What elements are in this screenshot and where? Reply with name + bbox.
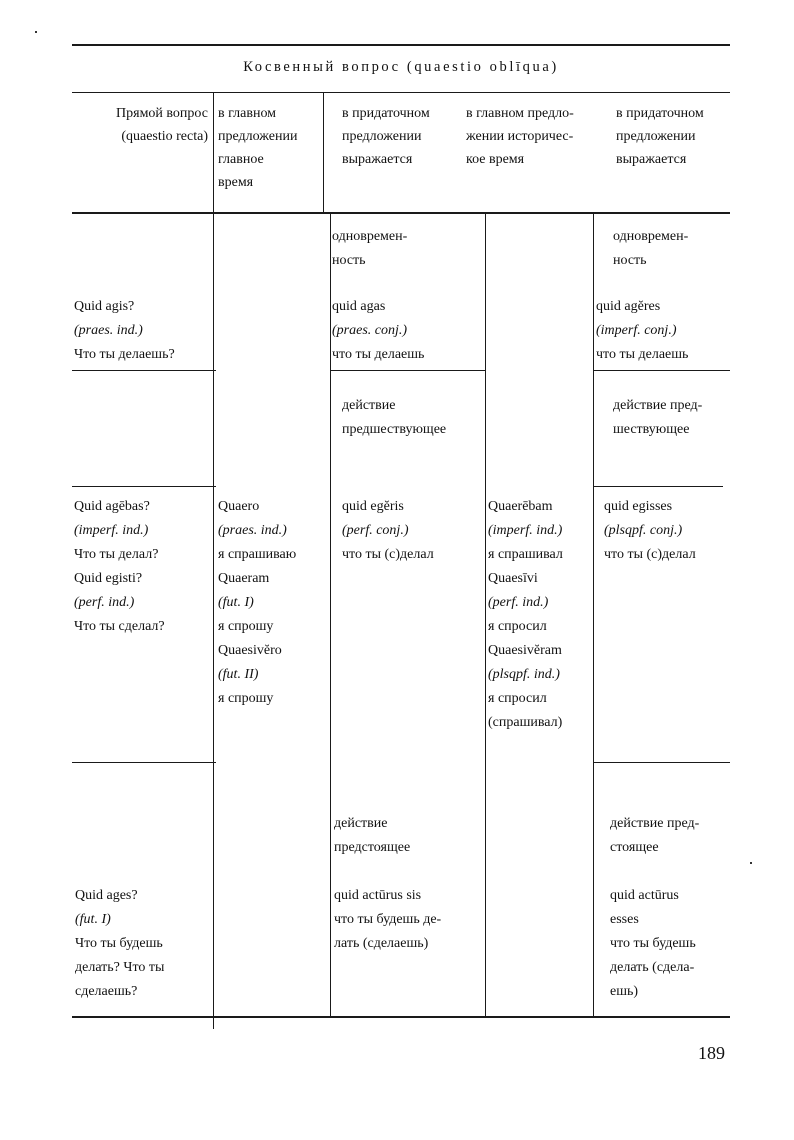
scan-speck [35,31,37,33]
row3-top-direct [72,762,216,763]
row3-sub-primary-translation: что ты будешь де- лать (сделаешь) [334,912,442,951]
main-historic-translation-1: я спрашивал [488,547,563,562]
row3-direct-form: (fut. I) [75,912,111,927]
scan-speck [750,862,752,864]
main-primary-form-2: (fut. I) [218,595,254,610]
row2-sub-historic-latin: quid egisses [604,499,673,514]
main-historic-form-3: (plsqpf. ind.) [488,667,560,682]
main-historic-form-2: (perf. ind.) [488,595,549,610]
row3-top-hist [593,762,730,763]
header-underline [72,212,730,214]
col-divider-2-lower [330,213,331,1016]
row2-sub-historic-form: (plsqpf. conj.) [604,523,683,538]
row2-sub-primary-form: (perf. conj.) [342,523,409,538]
row2-direct-form-1: (imperf. ind.) [74,523,149,538]
row1-direct-translation: Что ты делаешь? [74,347,175,362]
row2-sub-historic-translation: что ты (с)делал [604,547,696,562]
main-historic-translation-2: я спросил [488,619,547,634]
row3-direct-translation: Что ты будешь делать? Что ты сделаешь? [75,936,165,999]
row1-direct-form: (praes. ind.) [74,323,143,338]
row2-top-hist [593,486,723,487]
row1-direct-latin: Quid agis? [74,299,135,314]
header-sub-primary: в придаточном предложении выражается [342,106,430,167]
header-sub-historic: в придаточном предложении выражается [616,106,704,167]
table-title: Косвенный вопрос (quaestio oblīqua) [243,59,559,75]
row2-sub-primary-latin: quid egĕris [342,499,404,514]
row2-direct-translation-1: Что ты делал? [74,547,159,562]
main-primary-latin-2: Quaeram [218,571,270,586]
row1-sub-primary-latin: quid agas [332,299,386,314]
col-divider-4 [593,213,594,1016]
row1-sub-historic-latin: quid agĕres [596,299,661,314]
row3-label-historic: действие пред- стоящее [610,816,700,855]
main-primary-latin-1: Quaero [218,499,260,514]
row2-direct-form-2: (perf. ind.) [74,595,135,610]
main-primary-form-3: (fut. II) [218,667,259,682]
row3-direct-latin: Quid ages? [75,888,138,903]
col-divider-3 [485,213,486,1016]
row1-sub-primary-translation: что ты делаешь [332,347,425,362]
row1-underline-sub [330,370,485,371]
main-primary-latin-3: Quaesivĕro [218,643,282,658]
main-historic-latin-1: Quaerēbam [488,499,553,514]
main-primary-translation-2: я спрошу [218,619,274,634]
row1-underline-hist [593,370,730,371]
main-primary-translation-3: я спрошу [218,691,274,706]
row2-direct-latin-1: Quid agēbas? [74,499,150,514]
row1-sub-historic-translation: что ты делаешь [596,347,689,362]
row2-sub-primary-translation: что ты (с)делал [342,547,434,562]
main-historic-form-1: (imperf. ind.) [488,523,563,538]
row2-top-direct [72,486,216,487]
title-underline [72,92,730,93]
header-main-historic: в главном предло- жении историчес- кое время [466,106,574,167]
header-direct-question: Прямой вопрос (quaestio recta) [116,106,208,144]
bottom-rule [72,1016,730,1018]
row1-sub-historic-form: (imperf. conj.) [596,323,677,338]
row1-label-historic: одновремен- ность [613,229,689,268]
row3-sub-primary-latin: quid actūrus sis [334,888,422,903]
main-primary-translation-1: я спрашиваю [218,547,297,562]
page-number: 189 [698,1043,725,1063]
row2-direct-translation-2: Что ты сделал? [74,619,165,634]
row3-label-primary: действие предстоящее [334,816,411,855]
row2-direct-latin-2: Quid egisti? [74,571,143,586]
main-historic-latin-3: Quaesivĕram [488,643,562,658]
row2-label-primary: действие предшествующее [342,398,447,437]
row2-label-historic: действие пред- шествующее [613,398,703,437]
row1-underline-direct [72,370,216,371]
header-main-primary: в главном предложении главное время [218,106,298,190]
row1-label-primary: одновремен- ность [332,229,408,268]
main-historic-latin-2: Quaesīvi [488,571,538,586]
main-historic-translation-3: я спросил (спрашивал) [488,691,563,730]
col-divider-1 [213,93,214,1029]
row3-sub-historic-translation: что ты будешь делать (сдела- ешь) [610,936,696,999]
row3-sub-historic-latin: quid actūrus esses [610,888,679,927]
main-primary-form-1: (praes. ind.) [218,523,287,538]
col-divider-2 [323,93,324,212]
row1-sub-primary-form: (praes. conj.) [332,323,408,338]
top-rule [72,44,730,46]
